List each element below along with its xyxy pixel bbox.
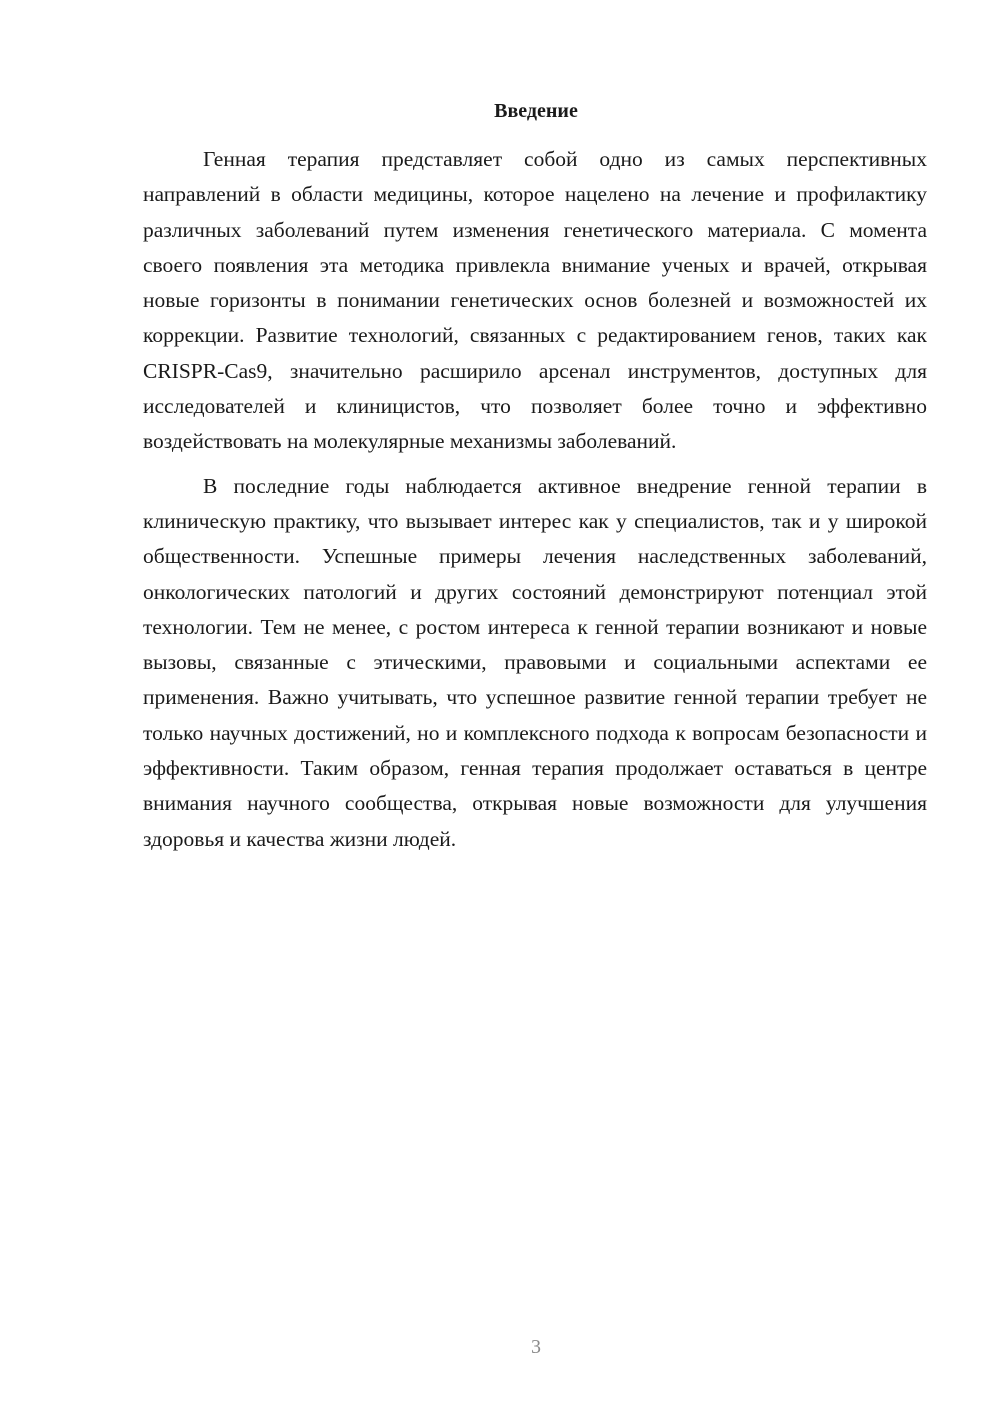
paragraph-2: В последние годы наблюдается активное внедрение генной терапии в клиническую практику, что вызывает интерес как у специалистов, так и у широкой общественности. Успешные примеры лечения наследственных заболеваний, онкологических патологий и других состояний демонстрируют потенциал этой технологии. Тем не менее, с ростом интереса к генной терапии возникают и новые вызовы, связанные с этическими, правовыми и социальными аспектами ее применения. Важно учитывать, что успешное развитие генной терапии требует не только научных достижений, но и комплексного подхода к вопросам безопасности и эффективности. Таким образом, генная терапия продолжает оставаться в центре внимания научного сообщества, открывая новые возможности для улучшения здоровья и качества жизни людей. <box>143 473 927 851</box>
paragraph-1: Генная терапия представляет собой одно из самых перспективных направлений в области медицины, которое нацелено на лечение и профилактику различных заболеваний путем изменения генетического материала. С момента своего появления эта методика привлекла внимание ученых и врачей, открывая новые горизонты в понимании генетических основ болезней и возможностей их коррекции. Развитие технологий, связанных с редактированием генов, таких как CRISPR-Cas9, значительно расширило арсенал инструментов, доступных для исследователей и клиницистов, что позволяет более точно и эффективно воздействовать на молекулярные механизмы заболеваний. <box>143 147 927 454</box>
section-heading: Введение <box>494 100 578 122</box>
body-text <box>143 142 927 857</box>
page-number: 3 <box>531 1336 541 1358</box>
